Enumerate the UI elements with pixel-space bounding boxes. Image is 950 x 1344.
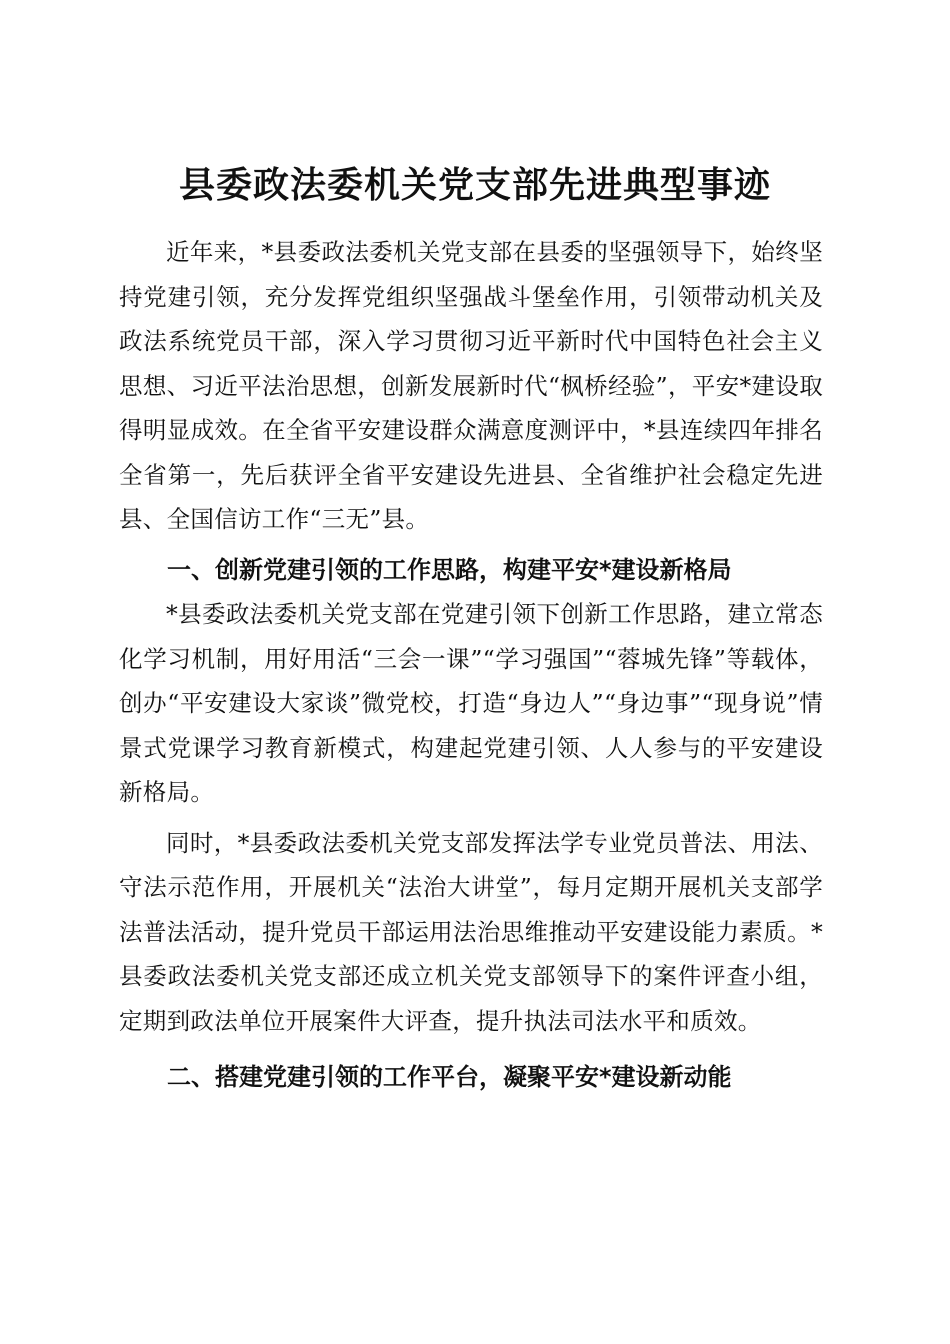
document-body <box>119 230 823 1100</box>
section-1-heading: 一、创新党建引领的工作思路，构建平安*建设新格局 <box>167 555 732 584</box>
document-title: 县委政法委机关党支部先进典型事迹 <box>178 164 771 207</box>
section-2-heading: 二、搭建党建引领的工作平台，凝聚平安*建设新动能 <box>167 1063 732 1091</box>
section-1-paragraph-1: *县委政法委机关党支部在党建引领下创新工作思路，建立常态化学习机制，用好用活“三会一课”“学习强国”“蓉城先锋”等载体，创办“平安建设大家谈”微党校，打造“身边人”“身边事”“现身说”情景式党课学习教育新模式，构建起党建引领、人人参与的平安建设新格局。 <box>119 600 823 806</box>
section-1-paragraph-2: 同时，*县委政法委机关党支部发挥法学专业党员普法、用法、守法示范作用，开展机关“法治大讲堂”，每月定期开展机关支部学法普法活动，提升党员干部运用法治思维推动平安建设能力素质。*县委政法委机关党支部还成立机关党支部领导下的案件评查小组，定期到政法单位开展案件大评查，提升执法司法水平和质效。 <box>119 828 823 1035</box>
intro-paragraph: 近年来，*县委政法委机关党支部在县委的坚强领导下，始终坚持党建引领，充分发挥党组织坚强战斗堡垒作用，引领带动机关及政法系统党员干部，深入学习贯彻习近平新时代中国特色社会主义思想、习近平法治思想，创新发展新时代“枫桥经验”，平安*建设取得明显成效。在全省平安建设群众满意度测评中，*县连续四年排名全省第一，先后获评全省平安建设先进县、全省维护社会稳定先进县、全国信访工作“三无”县。 <box>119 238 823 533</box>
